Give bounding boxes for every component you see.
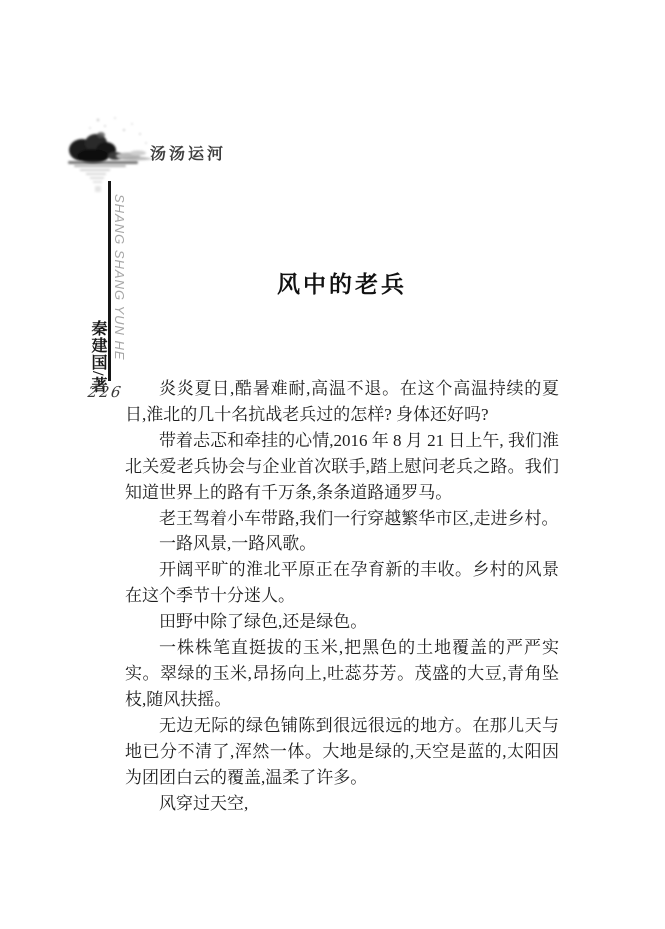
series-title-english: SHANG SHANG YUN HE <box>112 194 127 361</box>
paragraph: 风穿过天空, <box>159 793 249 813</box>
author-name: 秦建国/著 <box>89 320 106 394</box>
series-title: 汤汤运河 <box>150 146 227 163</box>
sidebar-rule <box>108 181 111 381</box>
paragraph: 炎炎夏日,酷暑难耐,高温不退。在这个高温持续的夏日,淮北的几十名抗战老兵过的怎样? 身体还好吗? <box>125 379 559 424</box>
paragraph: 一路风景,一路风歌。 <box>159 534 317 554</box>
page-number: 226 <box>86 383 124 401</box>
paragraph: 开阔平旷的淮北平原正在孕育新的丰收。乡村的风景在这个季节十分迷人。 <box>125 560 559 606</box>
paragraph: 一株株笔直挺拔的玉米,把黑色的土地覆盖的严严实实。翠绿的玉米,昂扬向上,吐蕊芬芳。茂盛的大豆,青角坠枝,随风扶摇。 <box>125 638 559 709</box>
paragraph: 田野中除了绿色,还是绿色。 <box>159 612 368 632</box>
article-title: 风中的老兵 <box>277 272 407 297</box>
paragraph: 老王驾着小车带路,我们一行穿越繁华市区,走进乡村。 <box>159 508 559 528</box>
paragraph: 无边无际的绿色铺陈到很远很远的地方。在那儿天与地已分不清了,浑然一体。大地是绿的,天空是蓝的,太阳因为团团白云的覆盖,温柔了许多。 <box>125 715 559 787</box>
article-body <box>125 376 559 816</box>
paragraph: 带着忐忑和牵挂的心情,2016 年 8 月 21 日上午, 我们淮北关爱老兵协会与企业首次联手,踏上慰问老兵之路。我们知道世界上的路有千万条,条条道路通罗马。 <box>125 430 559 502</box>
